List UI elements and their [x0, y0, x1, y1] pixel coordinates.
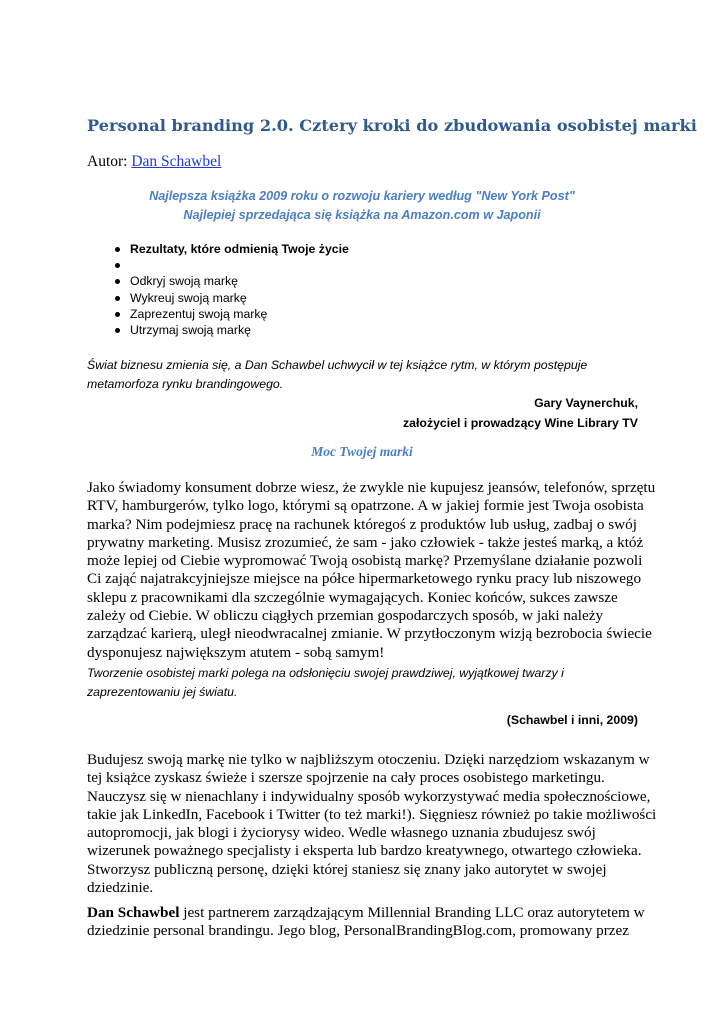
document-title: Personal branding 2.0. Cztery kroki do zbudowania osobistej marki: [87, 116, 697, 135]
bullet-icon: [115, 263, 120, 268]
author-label: Autor:: [87, 153, 132, 170]
text-line: zależy od Ciebie. W obliczu ciągłych przemian gospodarczych sposób, w jaki należy: [87, 607, 604, 625]
list-item: [87, 257, 349, 273]
quote-source: (Schawbel i inni, 2009): [506, 713, 638, 727]
quote-line: Świat biznesu zmienia się, a Dan Schawbel uchwycił w tej książce rytm, w którym postępuje: [87, 358, 588, 372]
list-item-label: Odkryj swoją markę: [130, 274, 238, 289]
endorsement-author: Gary Vaynerchuk,: [534, 396, 638, 410]
list-item-label: Wykreuj swoją markę: [130, 290, 247, 305]
author-line: [87, 153, 221, 171]
bullet-icon: [115, 296, 120, 301]
author-link[interactable]: Dan Schawbel: [131, 153, 222, 170]
bullet-list: [87, 241, 349, 338]
list-item-label: Utrzymaj swoją markę: [130, 322, 251, 337]
paragraph-1: [87, 479, 656, 662]
quote-line: metamorfoza rynku brandingowego.: [87, 377, 284, 391]
text-line: prywatny marketing. Musisz zrozumieć, że sam - jako człowiek - także jesteś marką, a któż: [87, 533, 644, 551]
text-line: [87, 904, 647, 922]
text-line: autopromocji, jak blogi i życiorysy wideo. Wedle własnego uznania zbudujesz swój: [87, 824, 596, 842]
blurb-new-york-post: Najlepsza książka 2009 roku o rozwoju kariery według "New York Post": [149, 189, 575, 203]
text-line: RTV, hamburgerów, tylko logo, którymi są opatrzone. A w jakiej formie jest Twoja osobista: [87, 497, 644, 515]
list-item-label: Rezultaty, które odmienią Twoje życie: [130, 242, 349, 256]
endorsement-author-role: założyciel i prowadzący Wine Library TV: [403, 416, 638, 430]
list-item-label: Zaprezentuj swoją markę: [130, 306, 268, 321]
endorsement-quote: [87, 356, 647, 394]
paragraph-2: [87, 751, 657, 897]
quote-line: zaprezentowaniu jej światu.: [87, 685, 238, 699]
bullet-icon: [115, 247, 120, 252]
blurb-amazon-japan: Najlepiej sprzedająca się książka na Amazon.com w Japonii: [183, 208, 541, 222]
bullet-icon: [115, 279, 120, 284]
text-line: Stworzysz publiczną personę, dzięki której staniesz się znany jako autorytet w swojej: [87, 860, 607, 878]
text-line: Budujesz swoją markę nie tylko w najbliższym otoczeniu. Dzięki narzędziom wskazanym w: [87, 751, 650, 768]
paragraph-3: [87, 904, 647, 941]
text-line: takie jak LinkedIn, Facebook i Twitter (to też marki!). Sięgniesz również po takie możliwości: [87, 805, 657, 823]
list-item: [87, 273, 349, 289]
text-line: Jako świadomy konsument dobrze wiesz, że zwykle nie kupujesz jeansów, telefonów, sprzętu: [87, 479, 656, 496]
text-line: zarządzać karierą, uległ nieodwracalnej zmianie. W przytłoczonym wizją bezrobocia świecie: [87, 625, 652, 643]
text-line: może lepiej od Ciebie wypromować Twoją osobistą markę? Przemyślane działanie pozwoli: [87, 552, 643, 570]
definition-quote: [87, 664, 647, 702]
text-line: dziedzinie.: [87, 879, 154, 897]
text-fragment: jest partnerem zarządzającym Millennial Branding LLC oraz autorytetem w: [179, 904, 645, 921]
section-heading: Moc Twojej marki: [311, 444, 413, 459]
text-line: tej książce zyskasz świeże i szersze spojrzenie na cały proces osobistego marketingu.: [87, 769, 605, 787]
quote-line: Tworzenie osobistej marki polega na odsłonięciu swojej prawdziwej, wyjątkowej twarzy i: [87, 666, 564, 680]
text-line: Nauczysz się w nienachlany i indywidualny sposób wykorzystywać media społecznościowe,: [87, 787, 651, 805]
text-line: Ci zająć najatrakcyjniejsze miejsce na półce hipermarketowego rynku pracy lub niszowego: [87, 570, 642, 588]
bullet-icon: [115, 328, 120, 333]
text-line: sklepu z pracownikami dla szczególnie wymagających. Koniec końców, sukces zawsze: [87, 588, 618, 606]
text-line: dziedzinie personal brandingu. Jego blog, PersonalBrandingBlog.com, promowany przez: [87, 922, 629, 940]
text-line: wizerunek poważnego specjalisty i eksperta lub bardzo kreatywnego, otwartego człowieka.: [87, 842, 642, 860]
text-line: marka? Nim podejmiesz pracę na rachunek któregoś z produktów lub usług, zadbaj o swój: [87, 515, 637, 533]
list-item: [87, 241, 349, 257]
list-item: [87, 306, 349, 322]
bullet-icon: [115, 312, 120, 317]
text-line: dysponujesz największym atutem - sobą samym!: [87, 643, 385, 661]
author-name-bold: Dan Schawbel: [87, 904, 180, 921]
list-item: [87, 322, 349, 338]
list-item: [87, 290, 349, 306]
